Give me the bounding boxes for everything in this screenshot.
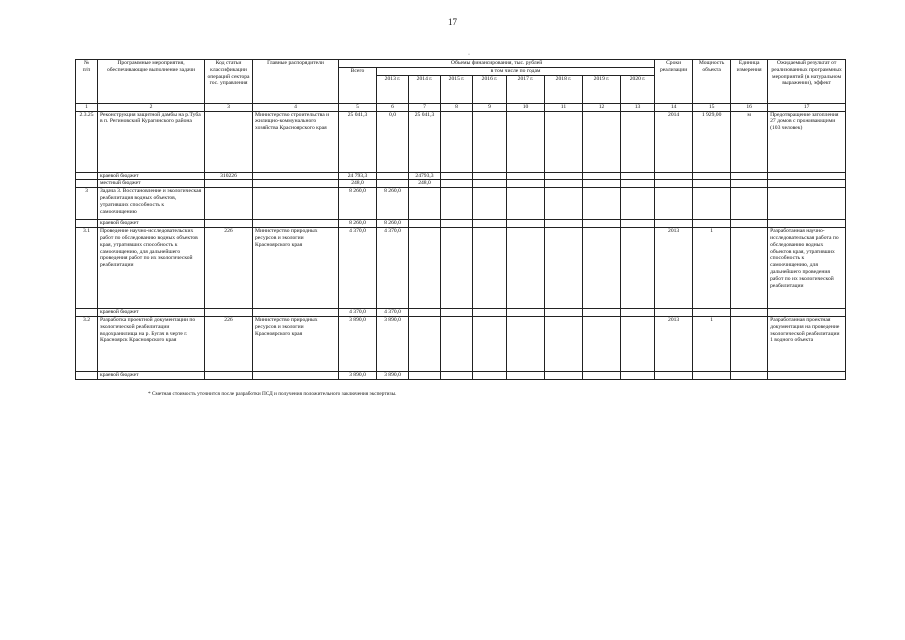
row-year-value xyxy=(583,371,621,379)
row-number xyxy=(76,172,98,180)
row-year-value xyxy=(507,220,545,228)
row-total: 3 890,0 xyxy=(339,316,377,371)
row-year-value xyxy=(545,172,583,180)
row-year-value xyxy=(545,309,583,317)
row-number xyxy=(76,180,98,188)
row-year-value xyxy=(441,371,473,379)
table-row xyxy=(76,188,846,220)
row-term xyxy=(655,180,693,188)
row-capacity xyxy=(693,172,731,180)
header-year: 2015 г. xyxy=(441,75,473,103)
table-row xyxy=(76,309,846,317)
row-year-value xyxy=(621,188,655,220)
row-year-value xyxy=(441,111,473,172)
header-year: 2017 г. xyxy=(507,75,545,103)
row-number: 3.2 xyxy=(76,316,98,371)
row-year-value xyxy=(621,180,655,188)
row-year-value xyxy=(621,172,655,180)
col-index: 6 xyxy=(377,103,409,111)
header-result: Ожидаемый результат от реализованных программных мероприятий (в натуральном выражении), эффект xyxy=(768,60,846,104)
row-year-value xyxy=(545,188,583,220)
row-name: краевой бюджет xyxy=(98,220,205,228)
row-capacity xyxy=(693,371,731,379)
row-year-value xyxy=(507,111,545,172)
row-manager: Министерство природных ресурсов и экологии Красноярского края xyxy=(253,228,339,309)
row-year-value xyxy=(583,111,621,172)
row-total: 3 890,0 xyxy=(339,371,377,379)
row-year-value xyxy=(441,228,473,309)
row-year-value xyxy=(473,220,507,228)
row-total: 4 370,0 xyxy=(339,309,377,317)
header-total: Всего xyxy=(339,67,377,103)
row-term xyxy=(655,188,693,220)
row-capacity xyxy=(693,180,731,188)
row-year-value xyxy=(545,316,583,371)
row-year-value: 0,0 xyxy=(377,111,409,172)
row-capacity xyxy=(693,188,731,220)
header-unit: Единица измерения xyxy=(731,60,768,104)
row-year-value xyxy=(441,180,473,188)
row-year-value xyxy=(621,309,655,317)
header-funding: Объемы финансирования, тыс. рублей xyxy=(339,60,655,68)
row-year-value xyxy=(473,188,507,220)
row-code xyxy=(205,180,253,188)
row-year-value xyxy=(545,220,583,228)
row-year-value xyxy=(409,371,441,379)
row-year-value xyxy=(473,371,507,379)
row-code xyxy=(205,220,253,228)
row-name: местный бюджет xyxy=(98,180,205,188)
header-program: Программные мероприятия, обеспечивающие выполнение задачи xyxy=(98,60,205,104)
scan-dot: · xyxy=(468,52,470,58)
page-number: 17 xyxy=(448,17,457,27)
row-year-value: 3 890,0 xyxy=(377,371,409,379)
row-year-value xyxy=(473,309,507,317)
row-capacity xyxy=(693,220,731,228)
row-name: краевой бюджет xyxy=(98,172,205,180)
header-by-years: в том числе по годам xyxy=(377,67,655,75)
header-managers: Главные распорядители xyxy=(253,60,339,104)
row-year-value: 8 260,0 xyxy=(377,220,409,228)
table-row xyxy=(76,220,846,228)
header-code: Код статьи классификации операций сектора гос. управления xyxy=(205,60,253,104)
col-index: 8 xyxy=(441,103,473,111)
header-year: 2018 г. xyxy=(545,75,583,103)
row-result: Разработанная научно-исследовательская работа по обследованию водных объектов края, утративших способность к самоочищению, для дальнейшего проведения работ по их экологической реабилитации xyxy=(768,228,846,309)
col-index: 3 xyxy=(205,103,253,111)
row-year-value xyxy=(441,309,473,317)
row-total: 25 041,3 xyxy=(339,111,377,172)
row-code xyxy=(205,188,253,220)
row-year-value xyxy=(507,172,545,180)
row-year-value xyxy=(507,371,545,379)
row-year-value xyxy=(409,228,441,309)
row-year-value xyxy=(545,111,583,172)
col-index: 10 xyxy=(507,103,545,111)
row-result xyxy=(768,220,846,228)
col-index: 15 xyxy=(693,103,731,111)
row-year-value xyxy=(507,309,545,317)
col-index: 2 xyxy=(98,103,205,111)
row-manager xyxy=(253,220,339,228)
row-result xyxy=(768,309,846,317)
row-year-value xyxy=(583,316,621,371)
row-capacity xyxy=(693,309,731,317)
row-code xyxy=(205,111,253,172)
row-number: 3.1 xyxy=(76,228,98,309)
col-index: 13 xyxy=(621,103,655,111)
col-index: 12 xyxy=(583,103,621,111)
row-result: Предотвращение затопления 27 домов с проживающими (103 человек) xyxy=(768,111,846,172)
row-year-value: 8 260,0 xyxy=(377,188,409,220)
row-number: 3 xyxy=(76,188,98,220)
row-year-value xyxy=(583,180,621,188)
header-year: 2019 г. xyxy=(583,75,621,103)
col-index: 17 xyxy=(768,103,846,111)
row-term xyxy=(655,309,693,317)
row-capacity: 1 xyxy=(693,316,731,371)
row-year-value xyxy=(473,111,507,172)
row-code xyxy=(205,371,253,379)
row-manager xyxy=(253,180,339,188)
row-code: 226 xyxy=(205,316,253,371)
table-row xyxy=(76,316,846,371)
row-unit xyxy=(731,188,768,220)
row-manager: Министерство природных ресурсов и экологии Красноярского края xyxy=(253,316,339,371)
row-year-value xyxy=(507,316,545,371)
row-number xyxy=(76,220,98,228)
header-year: 2013 г. xyxy=(377,75,409,103)
header-year: 2020 г. xyxy=(621,75,655,103)
row-name: Реконструкция защитной дамбы на р.Туба в п. Региновский Курагинского района xyxy=(98,111,205,172)
col-index: 7 xyxy=(409,103,441,111)
col-index: 9 xyxy=(473,103,507,111)
row-year-value xyxy=(441,172,473,180)
row-year-value xyxy=(473,228,507,309)
row-number: 2.3.25 xyxy=(76,111,98,172)
row-year-value xyxy=(621,220,655,228)
row-term xyxy=(655,172,693,180)
row-total: 8 260,0 xyxy=(339,188,377,220)
col-index: 11 xyxy=(545,103,583,111)
row-result: Разработанная проектная документация на проведение экологической реабилитации 1 водного объекта xyxy=(768,316,846,371)
row-unit xyxy=(731,371,768,379)
row-year-value xyxy=(409,220,441,228)
row-year-value xyxy=(621,371,655,379)
header-num: № п/п xyxy=(76,60,98,104)
col-index: 4 xyxy=(253,103,339,111)
row-year-value xyxy=(583,309,621,317)
row-year-value xyxy=(441,188,473,220)
row-result xyxy=(768,172,846,180)
row-year-value xyxy=(409,316,441,371)
row-unit: м xyxy=(731,111,768,172)
col-index: 16 xyxy=(731,103,768,111)
row-name: краевой бюджет xyxy=(98,371,205,379)
row-manager: Министерство строительства и жилищно-коммунального хозяйства Красноярского края xyxy=(253,111,339,172)
row-unit xyxy=(731,180,768,188)
row-term xyxy=(655,220,693,228)
row-term xyxy=(655,371,693,379)
row-year-value xyxy=(507,228,545,309)
row-year-value xyxy=(409,188,441,220)
row-capacity: 1 929,00 xyxy=(693,111,731,172)
row-year-value xyxy=(583,188,621,220)
row-unit xyxy=(731,228,768,309)
row-total: 24 793,3 xyxy=(339,172,377,180)
row-term: 2013 xyxy=(655,316,693,371)
program-table xyxy=(75,59,846,380)
header-year: 2014 г. xyxy=(409,75,441,103)
row-year-value xyxy=(473,172,507,180)
header-capacity: Мощность объекта xyxy=(693,60,731,104)
row-name: Задача 3. Восстановление и экологическая реабилитация водных объектов, утративших способность к самоочищению xyxy=(98,188,205,220)
row-result xyxy=(768,188,846,220)
col-index: 14 xyxy=(655,103,693,111)
row-code: 226 xyxy=(205,228,253,309)
row-manager xyxy=(253,371,339,379)
row-year-value xyxy=(473,180,507,188)
row-manager xyxy=(253,309,339,317)
row-term: 2013 xyxy=(655,228,693,309)
col-index: 5 xyxy=(339,103,377,111)
row-year-value xyxy=(507,188,545,220)
row-number xyxy=(76,371,98,379)
row-year-value xyxy=(473,316,507,371)
row-year-value xyxy=(545,180,583,188)
row-unit xyxy=(731,172,768,180)
row-year-value xyxy=(441,316,473,371)
row-year-value xyxy=(441,220,473,228)
table-row xyxy=(76,180,846,188)
row-year-value xyxy=(377,180,409,188)
row-number xyxy=(76,309,98,317)
row-code: 310226 xyxy=(205,172,253,180)
row-year-value: 4 370,0 xyxy=(377,228,409,309)
row-manager xyxy=(253,188,339,220)
header-terms: Сроки реализации xyxy=(655,60,693,104)
row-result xyxy=(768,180,846,188)
row-unit xyxy=(731,316,768,371)
row-name: краевой бюджет xyxy=(98,309,205,317)
row-year-value: 25 041,3 xyxy=(409,111,441,172)
row-year-value: 3 890,0 xyxy=(377,316,409,371)
row-code xyxy=(205,309,253,317)
table-row xyxy=(76,371,846,379)
column-index-row xyxy=(76,103,846,111)
row-year-value xyxy=(545,371,583,379)
row-name: Проведение научно-исследовательских работ по обследованию водных объектов края, утративших способность к самоочищению, для дальнейшего проведения работ по их экологической реабилитации xyxy=(98,228,205,309)
row-term: 2014 xyxy=(655,111,693,172)
header-row-1 xyxy=(76,60,846,68)
table-row xyxy=(76,228,846,309)
row-year-value xyxy=(409,309,441,317)
row-capacity: 1 xyxy=(693,228,731,309)
row-year-value xyxy=(507,180,545,188)
header-year: 2016 г. xyxy=(473,75,507,103)
col-index: 1 xyxy=(76,103,98,111)
table-row xyxy=(76,111,846,172)
row-year-value xyxy=(545,228,583,309)
table-row xyxy=(76,172,846,180)
row-total: 4 370,0 xyxy=(339,228,377,309)
footnote: * Сметная стоимость уточнится после разработки ПСД и получения положительного заключения экспертизы. xyxy=(148,391,397,397)
row-unit xyxy=(731,220,768,228)
row-unit xyxy=(731,309,768,317)
row-year-value: 24793,3 xyxy=(409,172,441,180)
row-year-value: 248,0 xyxy=(409,180,441,188)
row-year-value xyxy=(377,172,409,180)
row-year-value xyxy=(583,172,621,180)
row-year-value xyxy=(621,228,655,309)
row-year-value: 4 370,0 xyxy=(377,309,409,317)
row-year-value xyxy=(583,220,621,228)
row-year-value xyxy=(621,111,655,172)
row-year-value xyxy=(621,316,655,371)
row-total: 8 260,0 xyxy=(339,220,377,228)
row-manager xyxy=(253,172,339,180)
row-year-value xyxy=(583,228,621,309)
row-total: 248,0 xyxy=(339,180,377,188)
row-name: Разработка проектной документации по экологической реабилитации водохранилища на р. Бугач в черте г. Красноярск Красноярского края xyxy=(98,316,205,371)
row-result xyxy=(768,371,846,379)
